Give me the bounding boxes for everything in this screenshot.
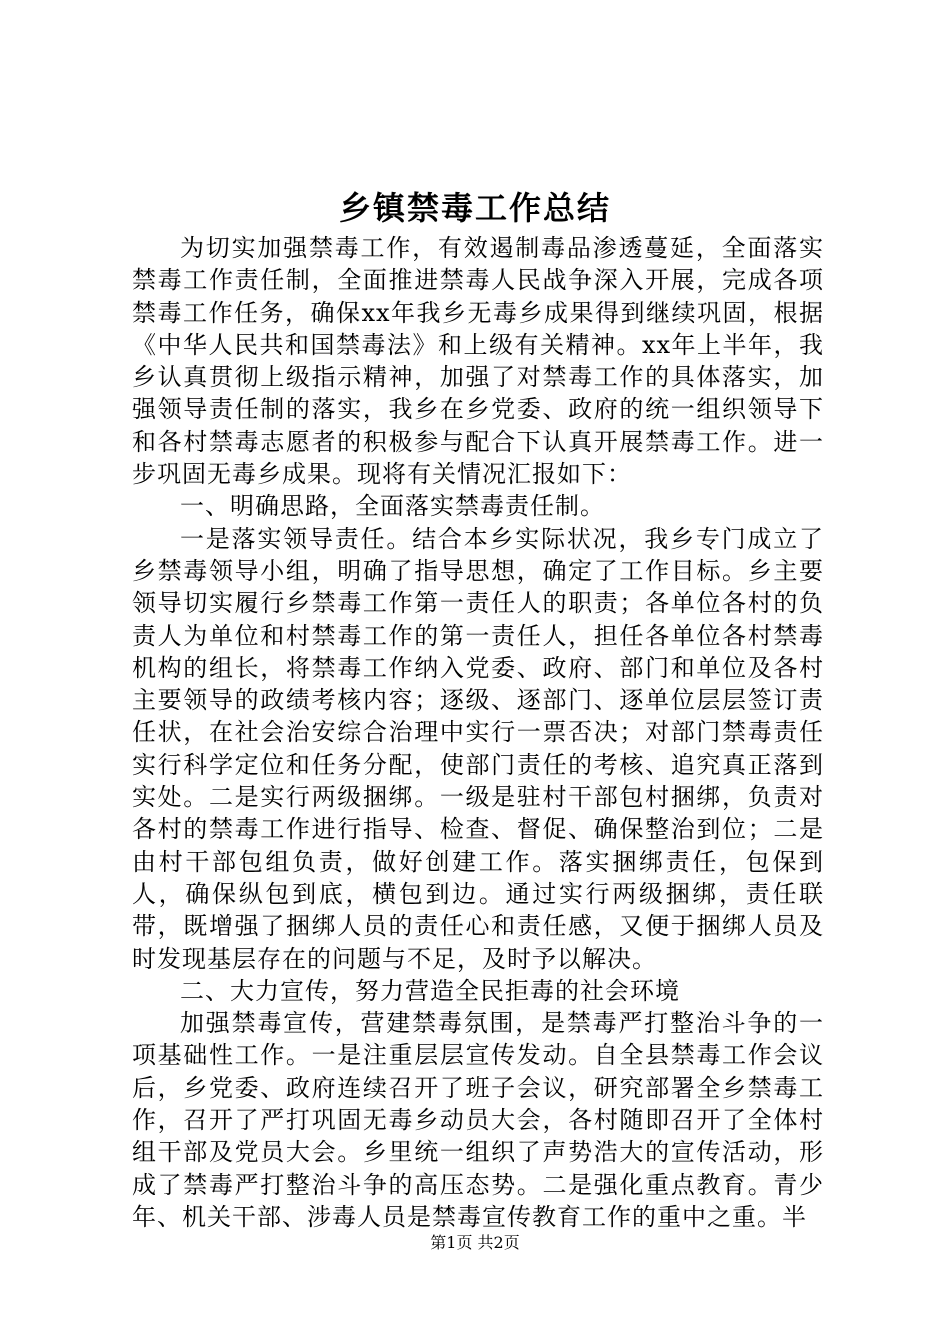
document-title: 乡镇禁毒工作总结 bbox=[338, 189, 611, 227]
page-footer: 第1页 共2页 bbox=[430, 1233, 520, 1252]
paragraph-section-2: 加强禁毒宣传，营建禁毒氛围，是禁毒严打整治斗争的一项基础性工作。一是注重层层宣传发动。自全县禁毒工作会议后，乡党委、政府连续召开了班子会议，研究部署全乡禁毒工作，召开了严打巩固无毒乡动员大会，各村随即召开了全体村组干部及党员大会。乡里统一组织了声势浩大的宣传活动，形成了禁毒严打整治斗争的高压态势。二是强化重点教育。青少年、机关干部、涉毒人员是禁毒宣传教育工作的重中之重。半 bbox=[132, 1009, 824, 1231]
paragraph-section-1: 一是落实领导责任。结合本乡实际状况，我乡专门成立了乡禁毒领导小组，明确了指导思想，确定了工作目标。乡主要领导切实履行乡禁毒工作第一责任人的职责；各单位各村的负责人为单位和村禁毒工作的第一责任人，担任各单位各村禁毒机构的组长，将禁毒工作纳入党委、政府、部门和单位及各村主要领导的政绩考核内容；逐级、逐部门、逐单位层层签订责任状，在社会治安综合治理中实行一票否决；对部门禁毒责任实行科学定位和任务分配，使部门责任的考核、追究真正落到实处。二是实行两级捆绑。一级是驻村干部包村捆绑，负责对各村的禁毒工作进行指导、检查、督促、确保整治到位；二是由村干部包组负责，做好创建工作。落实捆绑责任，包保到人，确保纵包到底，横包到边。通过实行两级捆绑，责任联带，既增强了捆绑人员的责任心和责任感，又便于捆绑人员及时发现基层存在的问题与不足，及时予以解决。 bbox=[132, 524, 824, 973]
paragraph-intro: 为切实加强禁毒工作，有效遏制毒品渗透蔓延，全面落实禁毒工作责任制，全面推进禁毒人民战争深入开展，完成各项禁毒工作任务，确保xx年我乡无毒乡成果得到继续巩固，根据《中华人民共和国禁毒法》和上级有关精神。xx年上半年，我乡认真贯彻上级指示精神，加强了对禁毒工作的具体落实，加强领导责任制的落实，我乡在乡党委、政府的统一组织领导下和各村禁毒志愿者的积极参与配合下认真开展禁毒工作。进一步巩固无毒乡成果。现将有关情况汇报如下： bbox=[132, 234, 824, 489]
section-heading-2: 二、大力宣传，努力营造全民拒毒的社会环境 bbox=[180, 976, 680, 1005]
section-heading-1: 一、明确思路，全面落实禁毒责任制。 bbox=[180, 492, 605, 521]
document-body bbox=[132, 232, 824, 1233]
